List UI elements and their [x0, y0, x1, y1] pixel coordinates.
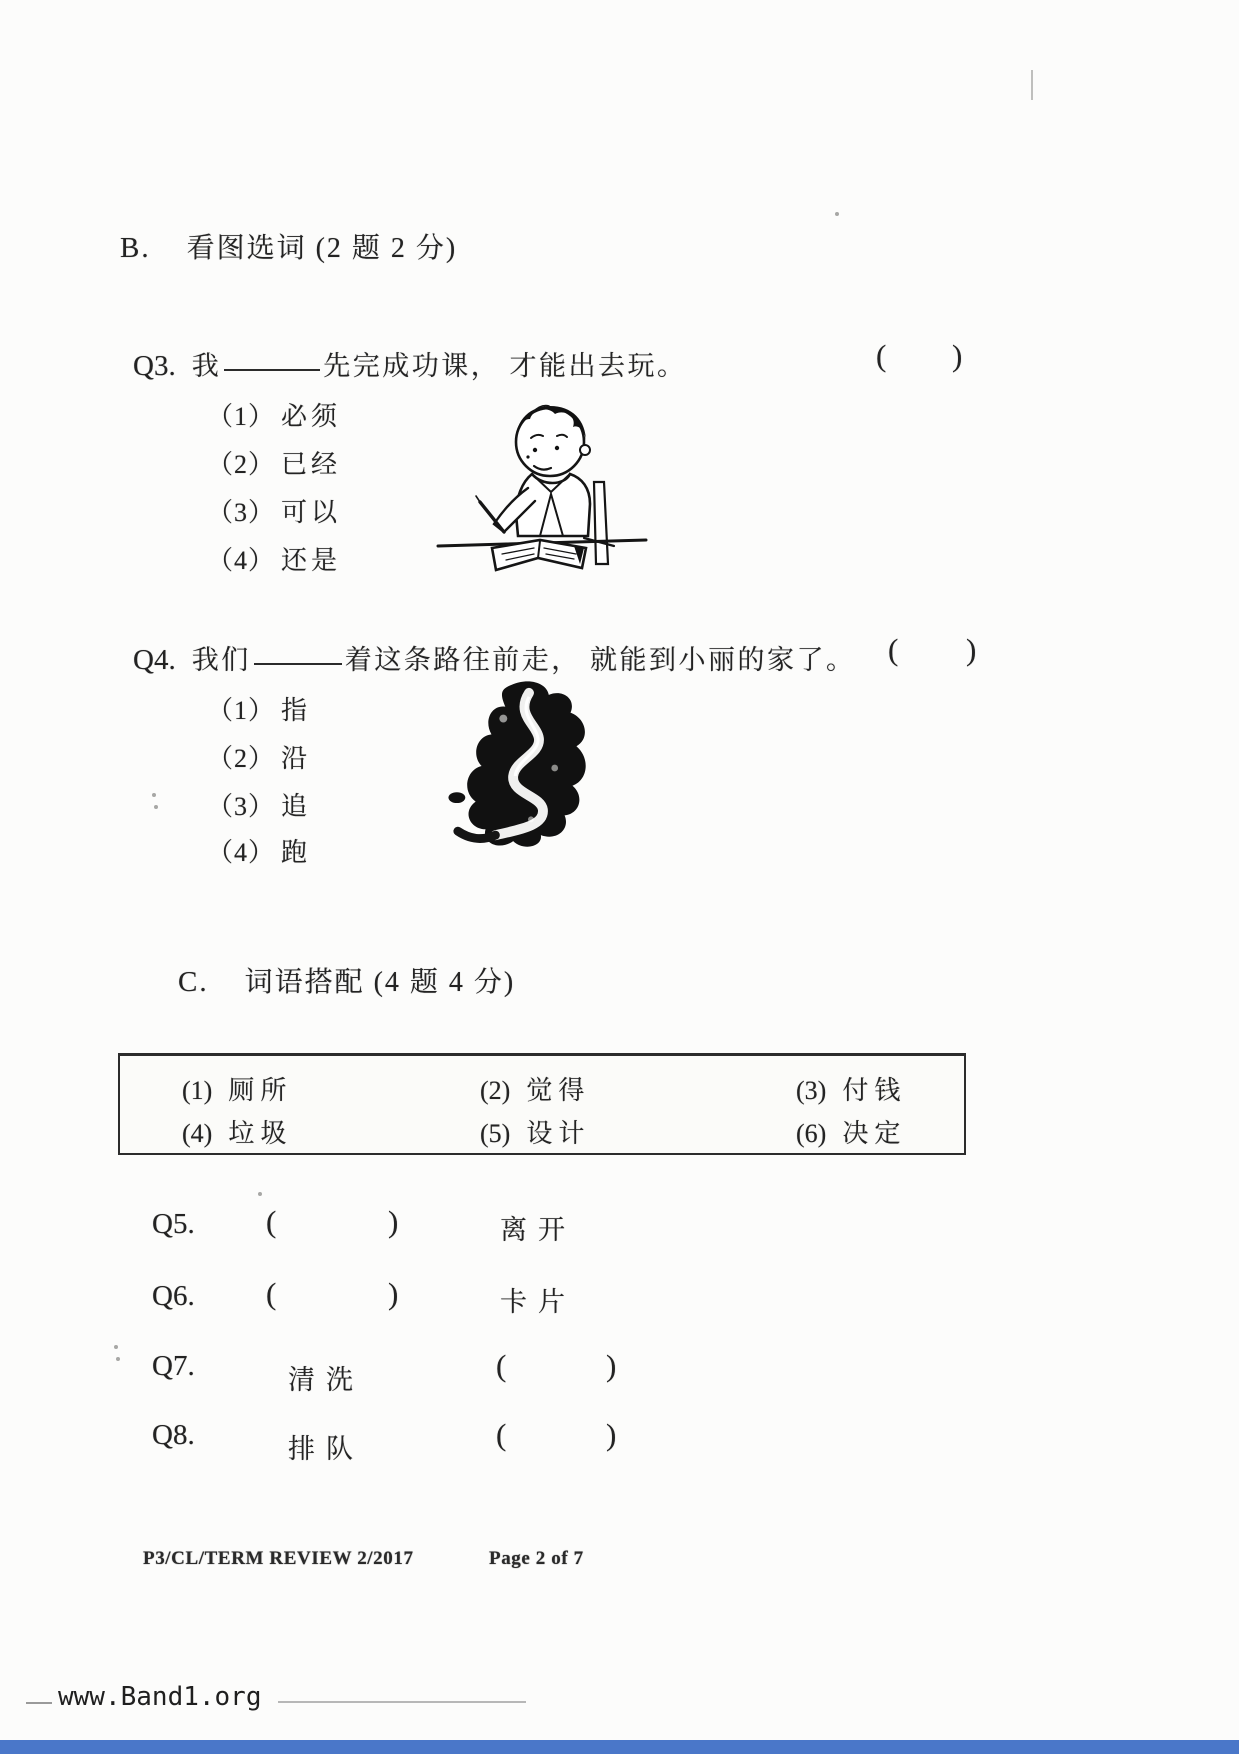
q8-bracket-close: )	[606, 1417, 617, 1452]
scan-artifact-tick	[1031, 70, 1033, 100]
section-b-heading	[120, 226, 457, 266]
option-marker: （2）	[207, 744, 276, 773]
q4-text-before: 我们	[191, 645, 251, 675]
q4-answer-bracket-open: (	[888, 632, 899, 667]
q6-bracket-close: )	[388, 1276, 399, 1311]
bank-marker: (5)	[480, 1119, 511, 1148]
word-bank-item-3	[796, 1070, 906, 1107]
q4-line	[133, 638, 855, 677]
q8-word: 排队	[288, 1434, 364, 1464]
option-word: 可以	[281, 498, 342, 527]
option-marker: （4）	[207, 838, 276, 867]
word-bank-item-2	[480, 1070, 590, 1107]
scan-speck	[258, 1192, 262, 1196]
section-c-title: 词语搭配 (4 题 4 分)	[244, 967, 516, 998]
scan-speck	[152, 793, 156, 797]
footer-page-number: Page 2 of 7	[489, 1548, 584, 1569]
option-marker: （1）	[207, 402, 276, 431]
q4-option-2	[207, 738, 311, 775]
bank-marker: (4)	[182, 1119, 213, 1148]
bottom-bar	[0, 1740, 1239, 1754]
q3-number: Q3.	[133, 350, 176, 382]
q3-text-before: 我	[191, 351, 222, 381]
option-marker: （3）	[207, 498, 276, 527]
option-word: 必须	[281, 402, 342, 431]
bank-word: 厕所	[228, 1076, 293, 1105]
option-word: 沿	[281, 744, 312, 773]
footer-doc-ref: P3/CL/TERM REVIEW 2/2017	[143, 1548, 414, 1569]
q3-answer-bracket-close: )	[952, 338, 963, 373]
bank-word: 垃圾	[228, 1119, 293, 1148]
q5-bracket-open: (	[266, 1204, 277, 1239]
section-c-heading	[178, 960, 515, 1000]
option-word: 指	[281, 696, 312, 725]
section-c-label: C.	[178, 966, 209, 998]
option-marker: （1）	[207, 696, 276, 725]
q4-option-4	[207, 832, 311, 869]
q7-bracket-open: (	[496, 1348, 507, 1383]
word-bank-item-4	[182, 1113, 292, 1150]
option-marker: （4）	[207, 546, 276, 575]
q4-option-1	[207, 690, 311, 727]
q4-option-3	[207, 786, 311, 823]
bank-marker: (1)	[182, 1076, 213, 1105]
section-b-label: B.	[120, 232, 151, 264]
word-bank-box	[118, 1053, 966, 1155]
q6-number: Q6.	[152, 1280, 195, 1312]
q7-bracket-close: )	[606, 1348, 617, 1383]
scan-speck	[154, 805, 158, 809]
q5-bracket-close: )	[388, 1204, 399, 1239]
bank-word: 觉得	[526, 1076, 591, 1105]
q3-answer-bracket-open: (	[876, 338, 887, 373]
q3-option-3	[207, 492, 341, 529]
q6-word: 卡片	[500, 1287, 576, 1317]
option-word: 已经	[281, 450, 342, 479]
site-watermark: www.Band1.org	[58, 1682, 262, 1712]
word-bank-item-6	[796, 1113, 906, 1150]
q3-text-after: 先完成功课， 才能出去玩。	[323, 351, 687, 381]
q3-option-2	[207, 444, 341, 481]
section-b-title: 看图选词 (2 题 2 分)	[186, 233, 458, 264]
q7-number: Q7.	[152, 1350, 195, 1382]
winding-road-illustration	[446, 680, 614, 857]
q3-option-4	[207, 540, 341, 577]
q3-blank	[224, 365, 320, 371]
scan-speck	[114, 1345, 118, 1349]
q5-number: Q5.	[152, 1208, 195, 1240]
boy-writing-illustration	[436, 396, 648, 583]
q4-number: Q4.	[133, 644, 176, 676]
q8-number: Q8.	[152, 1419, 195, 1451]
bank-word: 设计	[526, 1119, 591, 1148]
option-word: 跑	[281, 838, 312, 867]
word-bank-item-5	[480, 1113, 590, 1150]
bank-word: 付钱	[842, 1076, 907, 1105]
scan-artifact-dash	[26, 1702, 52, 1704]
bank-word: 决定	[842, 1119, 907, 1148]
q4-text-after: 着这条路往前走， 就能到小丽的家了。	[344, 645, 856, 675]
q3-line	[133, 344, 686, 383]
q3-option-1	[207, 396, 341, 433]
scan-artifact-line	[278, 1701, 526, 1703]
q4-blank	[254, 659, 342, 665]
bank-marker: (3)	[796, 1076, 827, 1105]
q5-word: 离开	[500, 1215, 576, 1245]
q8-bracket-open: (	[496, 1417, 507, 1452]
option-marker: （3）	[207, 792, 276, 821]
option-word: 还是	[281, 546, 342, 575]
option-word: 追	[281, 792, 312, 821]
q4-answer-bracket-close: )	[966, 632, 977, 667]
bank-marker: (2)	[480, 1076, 511, 1105]
q7-word: 清洗	[288, 1365, 364, 1395]
word-bank-item-1	[182, 1070, 292, 1107]
q6-bracket-open: (	[266, 1276, 277, 1311]
bank-marker: (6)	[796, 1119, 827, 1148]
scan-speck	[116, 1357, 120, 1361]
scan-speck	[835, 212, 839, 216]
option-marker: （2）	[207, 450, 276, 479]
